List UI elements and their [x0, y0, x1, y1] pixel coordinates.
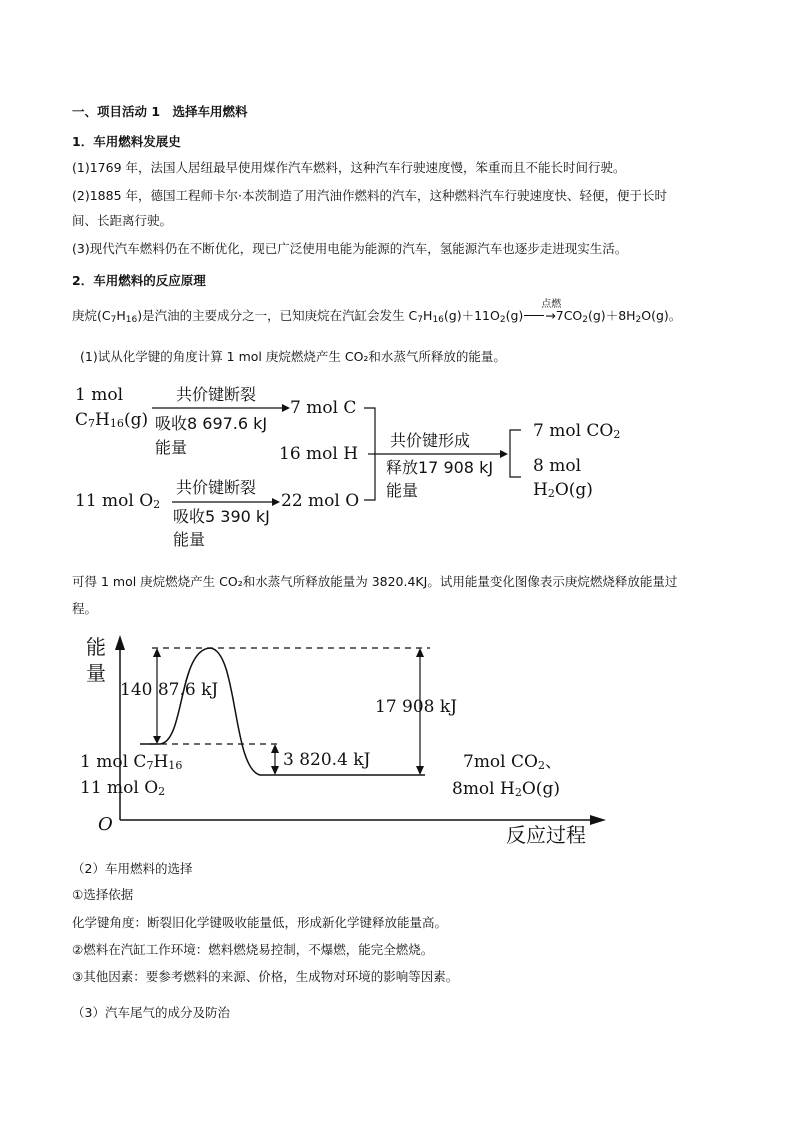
y-axis-label-1: 能 [86, 635, 106, 659]
heading-principle: 2．车用燃料的反应原理 [72, 273, 206, 288]
arrow-2-label-top: 共价键断裂 [176, 478, 257, 497]
reactant-2: 11 mol $O_2$ [75, 491, 161, 512]
atom-carbon: 7 mol C [290, 398, 357, 418]
reaction-condition: 点燃 [541, 299, 562, 310]
product-co2: 7 mol $CO_2$ [533, 421, 621, 442]
arrow-2-label-energy: 能量 [173, 530, 206, 549]
net-energy-label: 3 820.4 kJ [283, 750, 371, 770]
arrow-3-label-energy: 能量 [386, 481, 419, 500]
reactant-1-amount: 1 mol [75, 385, 124, 405]
paragraph-1885-a: (2)1885 年，德国工程师卡尔·本茨制造了用汽油作燃料的汽车，这种燃料汽车行驶速度快、轻便，便于长时 [72, 188, 667, 203]
selection-bond-angle: 化学键角度：断裂旧化学键吸收能量低，形成新化学键释放能量高。 [72, 915, 448, 930]
origin-label: O [98, 814, 113, 835]
reactant-oxygen: 11 mol $O_2$ [80, 778, 166, 799]
arrow-1-label-bottom: 吸收8 697.6 kJ [155, 414, 268, 433]
absorbed-energy-label: 140 87.6 kJ [120, 680, 219, 700]
product-h2o-2: 8mol $H_2O(g)$ [452, 779, 560, 800]
paragraph-1885-b: 间、长距离行驶。 [72, 213, 173, 228]
reactant-1-formula: $C_7H_{16}(g)$ [75, 410, 149, 431]
selection-heading: （2）车用燃料的选择 [72, 861, 193, 876]
section-title: 一、项目活动 1 选择车用燃料 [72, 104, 248, 119]
reactant-heptane: 1 mol $C_7H_{16}$ [80, 752, 183, 773]
atom-hydrogen: 16 mol H [279, 444, 359, 464]
selection-basis: ①选择依据 [72, 887, 134, 902]
question-1: (1)试从化学键的角度计算 1 mol 庚烷燃烧产生 CO₂和水蒸气所释放的能量。 [80, 349, 506, 364]
product-h2o-amount: 8 mol [533, 456, 582, 476]
arrow-2-label-bottom: 吸收5 390 kJ [173, 507, 270, 526]
paragraph-modern: (3)现代汽车燃料仍在不断优化，现已广泛使用电能为能源的汽车，氢能源汽车也逐步走进现实生活。 [72, 241, 628, 256]
heading-history: 1．车用燃料发展史 [72, 134, 181, 149]
equation-line: 庚烷(C7H16)是汽油的主要成分之一，已知庚烷在汽缸会发生 C7H16(g)＋11O2(g) 点燃 →7CO2(g)＋8H2O(g)。 [72, 307, 681, 329]
x-axis-label: 反应过程 [506, 823, 586, 847]
result-line-a: 可得 1 mol 庚烷燃烧产生 CO₂和水蒸气所释放能量为 3820.4KJ。试用能量变化图像表示庚烷燃烧释放能量过 [72, 574, 678, 589]
arrow-3-label-top: 共价键形成 [390, 431, 471, 450]
selection-other: ③其他因素：要参考燃料的来源、价格，生成物对环境的影响等因素。 [72, 969, 459, 984]
paragraph-1769: (1)1769 年，法国人居纽最早使用煤作汽车燃料，这种汽车行驶速度慢，笨重而且不能长时间行驶。 [72, 160, 626, 175]
y-axis-label-2: 量 [86, 661, 106, 685]
product-co2-2: 7mol $CO_2$、 [463, 752, 562, 773]
selection-cylinder: ②燃料在汽缸工作环境：燃料燃烧易控制，不爆燃，能完全燃烧。 [72, 942, 434, 957]
exhaust-heading: （3）汽车尾气的成分及防治 [72, 1005, 230, 1020]
product-h2o-formula: $H_2O(g)$ [533, 480, 593, 501]
result-line-b: 程。 [72, 601, 98, 616]
arrow-1-label-top: 共价键断裂 [176, 385, 257, 404]
arrow-1-label-energy: 能量 [155, 438, 188, 457]
released-energy-label: 17 908 kJ [375, 697, 458, 717]
atom-oxygen: 22 mol O [281, 491, 360, 511]
arrow-3-label-bottom: 释放17 908 kJ [386, 458, 494, 477]
